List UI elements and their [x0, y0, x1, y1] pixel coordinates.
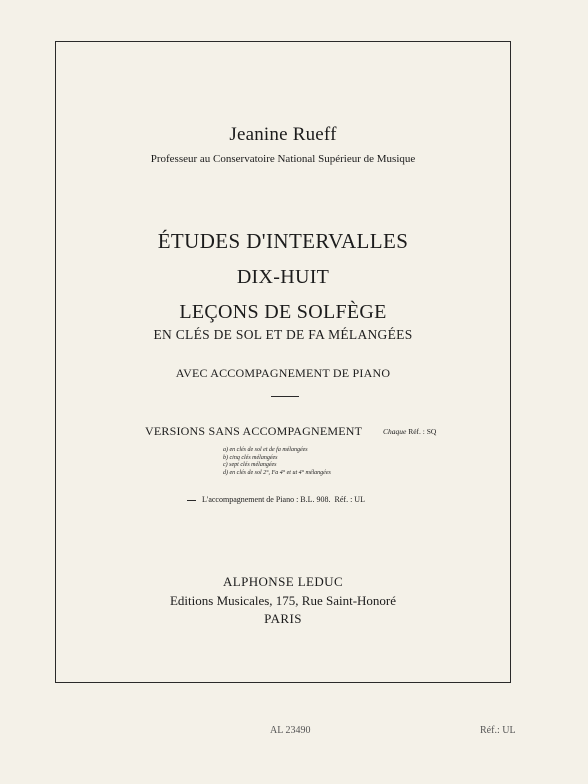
publisher-address: Editions Musicales, 175, Rue Saint-Honoré [169, 593, 397, 608]
work-title: ÉTUDES D'INTERVALLES [157, 229, 409, 253]
publisher-city: PARIS [264, 611, 302, 626]
versions-ref-code: Réf. : SQ [408, 427, 437, 436]
author-title: Professeur au Conservatoire National Supérieur de Musique [150, 153, 416, 165]
accompaniment-text: L'accompagnement de Piano : B.L. 908. [202, 495, 331, 504]
author-name: Jeanine Rueff [229, 124, 337, 145]
list-item: c) sept clés mélangées [223, 462, 277, 468]
list-item: a) en clés de sol et de fa mélangées [223, 447, 308, 453]
work-subtitle-count: DIX-HUIT [236, 266, 330, 288]
work-subtitle-lessons: LEÇONS DE SOLFÈGE [179, 301, 387, 323]
versions-heading: VERSIONS SANS ACCOMPAGNEMENT [145, 424, 363, 438]
versions-each-label: Chaque [383, 427, 407, 436]
work-subtitle-piano: AVEC ACCOMPAGNEMENT DE PIANO [175, 366, 391, 380]
accompaniment-ref: Réf. : UL [334, 495, 365, 504]
versions-reference [383, 427, 436, 436]
accompaniment-line [187, 495, 365, 504]
work-subtitle-clefs: EN CLÉS DE SOL ET DE FA MÉLANGÉES [153, 327, 413, 342]
catalog-number: AL 23490 [270, 725, 311, 736]
publisher-name: ALPHONSE LEDUC [222, 574, 344, 589]
list-item: d) en clés de sol 2°, Fa 4° et ut 4° mélangées [223, 469, 331, 476]
list-item: b) cinq clés mélangées [223, 454, 278, 461]
version-list [223, 447, 331, 477]
divider [271, 396, 299, 397]
reference-code: Réf.: UL [480, 725, 516, 736]
dash-mark [187, 500, 196, 501]
